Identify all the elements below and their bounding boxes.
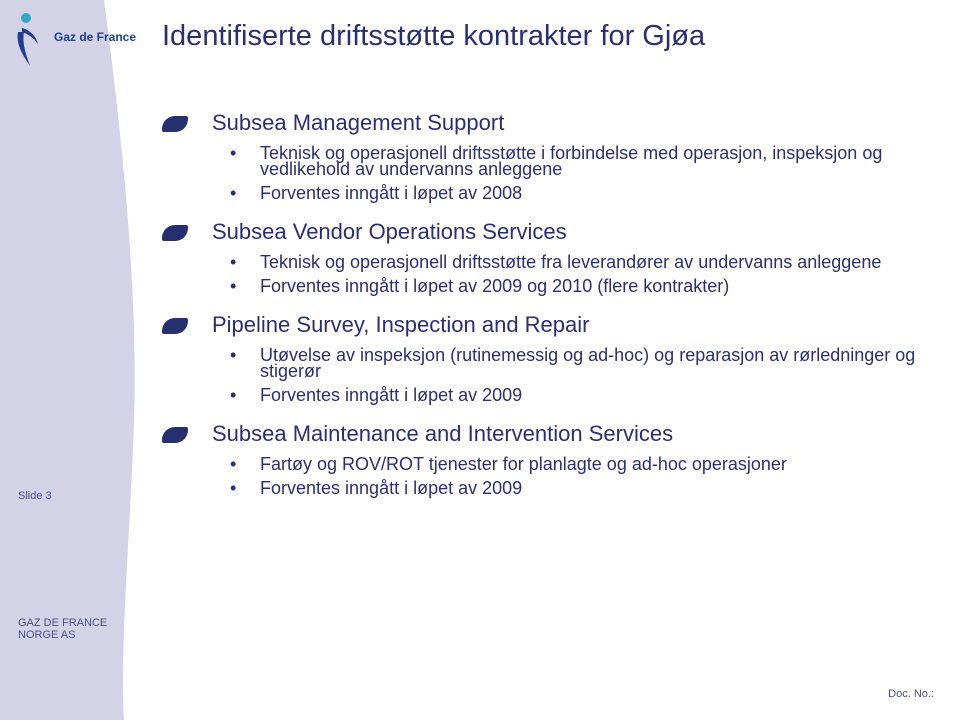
bullet-item — [160, 347, 950, 379]
bullet-list — [160, 347, 950, 403]
section-subsea-management — [160, 106, 950, 201]
bullet-text: Forventes inngått i løpet av 2008 — [260, 183, 523, 203]
sidebar-shape — [0, 0, 160, 720]
heading-text: Subsea Vendor Operations Services — [212, 219, 567, 244]
bullet-dot-icon: • — [230, 385, 237, 405]
logo-text: Gaz de France — [54, 30, 137, 44]
bullet-item — [160, 456, 950, 472]
section-pipeline-survey — [160, 308, 950, 403]
sidebar-band — [0, 0, 160, 720]
leaf-bullet-icon — [162, 225, 188, 241]
bullet-list — [160, 456, 950, 496]
section-heading — [160, 215, 950, 248]
bullet-list — [160, 254, 950, 294]
heading-text: Pipeline Survey, Inspection and Repair — [212, 312, 590, 337]
bullet-text: Teknisk og operasjonell driftsstøtte i forbindelse med operasjon, inspeksjon og vedlikehold av undervanns anleggene — [260, 143, 883, 179]
leaf-bullet-icon — [162, 318, 188, 334]
slide-title: Identifiserte driftsstøtte kontrakter for Gjøa — [162, 20, 706, 52]
bullet-item — [160, 480, 950, 496]
company-name — [18, 617, 138, 641]
bullet-item — [160, 278, 950, 294]
bullet-dot-icon: • — [230, 454, 237, 474]
bullet-dot-icon: • — [230, 183, 237, 203]
section-heading — [160, 106, 950, 139]
bullet-dot-icon: • — [230, 345, 237, 365]
bullet-item — [160, 254, 950, 270]
section-heading — [160, 308, 950, 341]
leaf-bullet-icon — [162, 116, 188, 132]
slide-number: Slide 3 — [18, 490, 52, 502]
heading-text: Subsea Management Support — [212, 110, 505, 135]
bullet-item — [160, 387, 950, 403]
bullet-text: Fartøy og ROV/ROT tjenester for planlagte og ad-hoc operasjoner — [260, 454, 787, 474]
bullet-text: Forventes inngått i løpet av 2009 — [260, 385, 523, 405]
company-line: GAZ DE FRANCE — [18, 617, 108, 629]
section-heading — [160, 417, 950, 450]
section-subsea-maintenance — [160, 417, 950, 496]
bullet-text: Forventes inngått i løpet av 2009 og 2010 (flere kontrakter) — [260, 276, 730, 296]
section-subsea-vendor — [160, 215, 950, 294]
company-line: NORGE AS — [18, 629, 76, 641]
bullet-text: Utøvelse av inspeksjon (rutinemessig og ad-hoc) og reparasjon av rørledninger og stigerør — [260, 345, 916, 381]
doc-number: Doc. No.: — [888, 688, 934, 700]
bullet-item — [160, 145, 950, 177]
leaf-bullet-icon — [162, 427, 188, 443]
bullet-dot-icon: • — [230, 143, 237, 163]
gaz-de-france-logo — [12, 10, 137, 70]
bullet-dot-icon: • — [230, 276, 237, 296]
bullet-dot-icon: • — [230, 252, 237, 272]
slide-content — [160, 106, 950, 510]
bullet-item — [160, 185, 950, 201]
bullet-list — [160, 145, 950, 201]
bullet-text: Forventes inngått i løpet av 2009 — [260, 478, 523, 498]
bullet-dot-icon: • — [230, 478, 237, 498]
bullet-text: Teknisk og operasjonell driftsstøtte fra leverandører av undervanns anleggene — [260, 252, 882, 272]
heading-text: Subsea Maintenance and Intervention Services — [212, 421, 674, 446]
